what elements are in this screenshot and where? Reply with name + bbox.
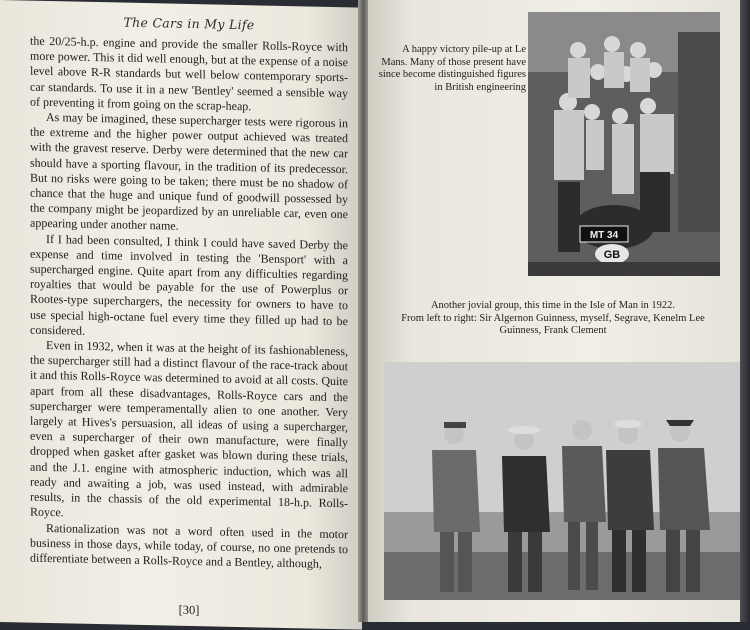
paragraph-5: Rationalization was not a word often used in the motor business in those days, while today, of course, no one pretends to differentiate between a Rolls-Royce and a Bentley, although, bbox=[30, 520, 348, 571]
caption-line-2: From left to right: Sir Algernon Guinness, myself, Segrave, Kenelm Lee Guinness, Frank Clement bbox=[401, 312, 705, 336]
left-page bbox=[0, 0, 362, 630]
car-gb-plate: GB bbox=[603, 249, 621, 261]
page-number: [30] bbox=[178, 602, 200, 618]
photo-le-mans-group bbox=[528, 12, 720, 276]
right-page bbox=[368, 0, 740, 622]
photo-caption-le-mans: A happy victory pile-up at Le Mans. Many of those present have since become distinguished figures in British engineering bbox=[378, 44, 526, 93]
paragraph-3: If I had been consulted, I think I could have saved Derby the expense and time involved in testing the 'Bensport' with a supercharged engine. Quite apart from any difficulties regarding royalties that would be payable for the use of Powerplus or Rootes-type superchargers, the necessity for owners to have to use special high-octane fuel every time they filled up had to be considered. bbox=[30, 231, 348, 338]
le-mans-photo-illustration bbox=[528, 12, 720, 276]
car-plate-number: MT 34 bbox=[589, 230, 619, 241]
photo-caption-isle-of-man bbox=[388, 300, 718, 338]
running-head: The Cars in My Life bbox=[123, 14, 255, 33]
book-edge bbox=[740, 0, 750, 622]
isle-of-man-photo-illustration bbox=[384, 362, 740, 600]
photo-isle-of-man-group bbox=[384, 362, 740, 600]
paragraph-4: Even in 1932, when it was at the height of its fashionableness, the supercharger still had a distinct flavour of the race-track about it and this Rolls-Royce was determined to avoid at all costs. Quite apart from all these disadvantages, Rolls-Royce cars and the supercharger were temperamentally alien to one another. Very largely at Hives's persuasion, all ideas of using a supercharger, even a supercharger of their own manufacture, were finally dropped when gasket after gasket was blown during these trials, and the J.1. engine with atmospheric induction, which was all ready and awaiting a job, was used instead, with admirable results, in the chassis of the old experimental 18-h.p. Rolls-Royce. bbox=[30, 338, 348, 520]
caption-line-1: Another jovial group, this time in the Isle of Man in 1922. bbox=[430, 300, 676, 311]
paragraph-1: the 20/25-h.p. engine and provide the smaller Rolls-Royce with more power. This it did well enough, but at the expense of a noise level above R-R standards but well below contemporary sports-car standards. To use it in a new 'Bentley' seemed a sensible way of preventing it from going on the scrap-heap. bbox=[30, 33, 348, 114]
paragraph-2: As may be imagined, these supercharger tests were rigorous in the extreme and the higher power output achieved was treated with the gravest reserve. Derby were determined that the new car should have a sporting flavour, in the tradition of its predecessor. But no risks were going to be taken; there must be no shadow of chance that the huge and unique fund of goodwill possessed by the company might be jeopardized by an unreliable car, even one appearing under another name. bbox=[30, 109, 348, 234]
body-text bbox=[30, 34, 348, 573]
